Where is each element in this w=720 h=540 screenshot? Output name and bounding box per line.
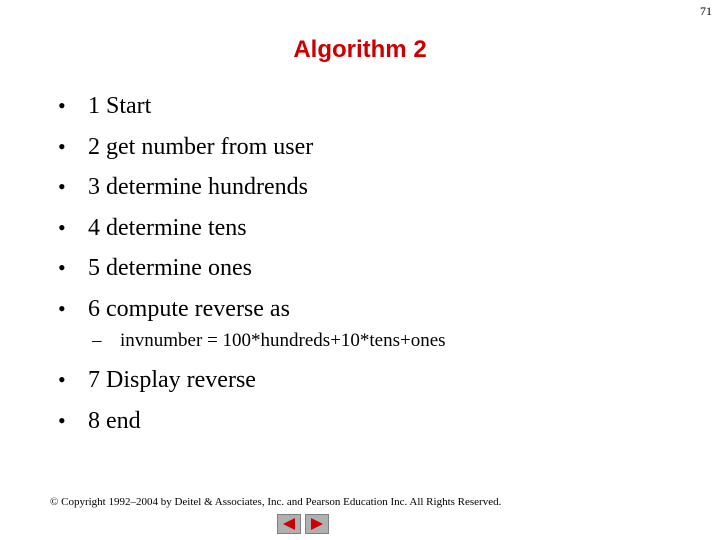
previous-slide-button[interactable] bbox=[277, 514, 301, 534]
bullet-text: 6 compute reverse as bbox=[88, 295, 290, 322]
bullet-text: 1 Start bbox=[88, 93, 152, 119]
bullet-icon: • bbox=[58, 407, 66, 433]
list-item bbox=[58, 127, 313, 168]
bullet-text: 5 determine ones bbox=[88, 255, 252, 281]
bullet-text: 3 determine hundrends bbox=[88, 174, 308, 200]
next-slide-button[interactable] bbox=[305, 514, 329, 534]
sub-bullet-text: invnumber = 100*hundreds+10*tens+ones bbox=[120, 330, 446, 351]
copyright-notice: © Copyright 1992–2004 by Deitel & Associates, Inc. and Pearson Education Inc. All Rights Reserved. bbox=[50, 496, 502, 508]
dash-icon: – bbox=[92, 330, 102, 351]
list-item bbox=[58, 167, 313, 208]
slide-navigation bbox=[277, 514, 329, 534]
list-item bbox=[58, 248, 313, 289]
slide-title: Algorithm 2 bbox=[293, 36, 427, 63]
list-item bbox=[58, 401, 256, 442]
slide-number: 71 bbox=[700, 4, 712, 18]
bullet-icon: • bbox=[58, 93, 66, 118]
right-arrow-icon bbox=[309, 517, 325, 531]
sub-list-item bbox=[92, 327, 446, 355]
bullet-text: 2 get number from user bbox=[88, 133, 314, 160]
bullet-text: 8 end bbox=[88, 407, 141, 434]
list-item bbox=[58, 360, 256, 401]
bullet-icon: • bbox=[58, 174, 66, 199]
bullet-text: 7 Display reverse bbox=[88, 367, 256, 393]
bullet-icon: • bbox=[58, 295, 66, 321]
list-item bbox=[58, 289, 313, 330]
bullet-list bbox=[58, 86, 313, 329]
bullet-icon: • bbox=[58, 133, 66, 159]
list-item bbox=[58, 208, 313, 249]
sub-bullet-list bbox=[92, 327, 446, 355]
bullet-text: 4 determine tens bbox=[88, 214, 247, 241]
bullet-icon: • bbox=[58, 255, 66, 280]
list-item bbox=[58, 86, 313, 127]
left-arrow-icon bbox=[281, 517, 297, 531]
bullet-list-continued bbox=[58, 360, 256, 441]
bullet-icon: • bbox=[58, 214, 66, 240]
bullet-icon: • bbox=[58, 367, 66, 392]
